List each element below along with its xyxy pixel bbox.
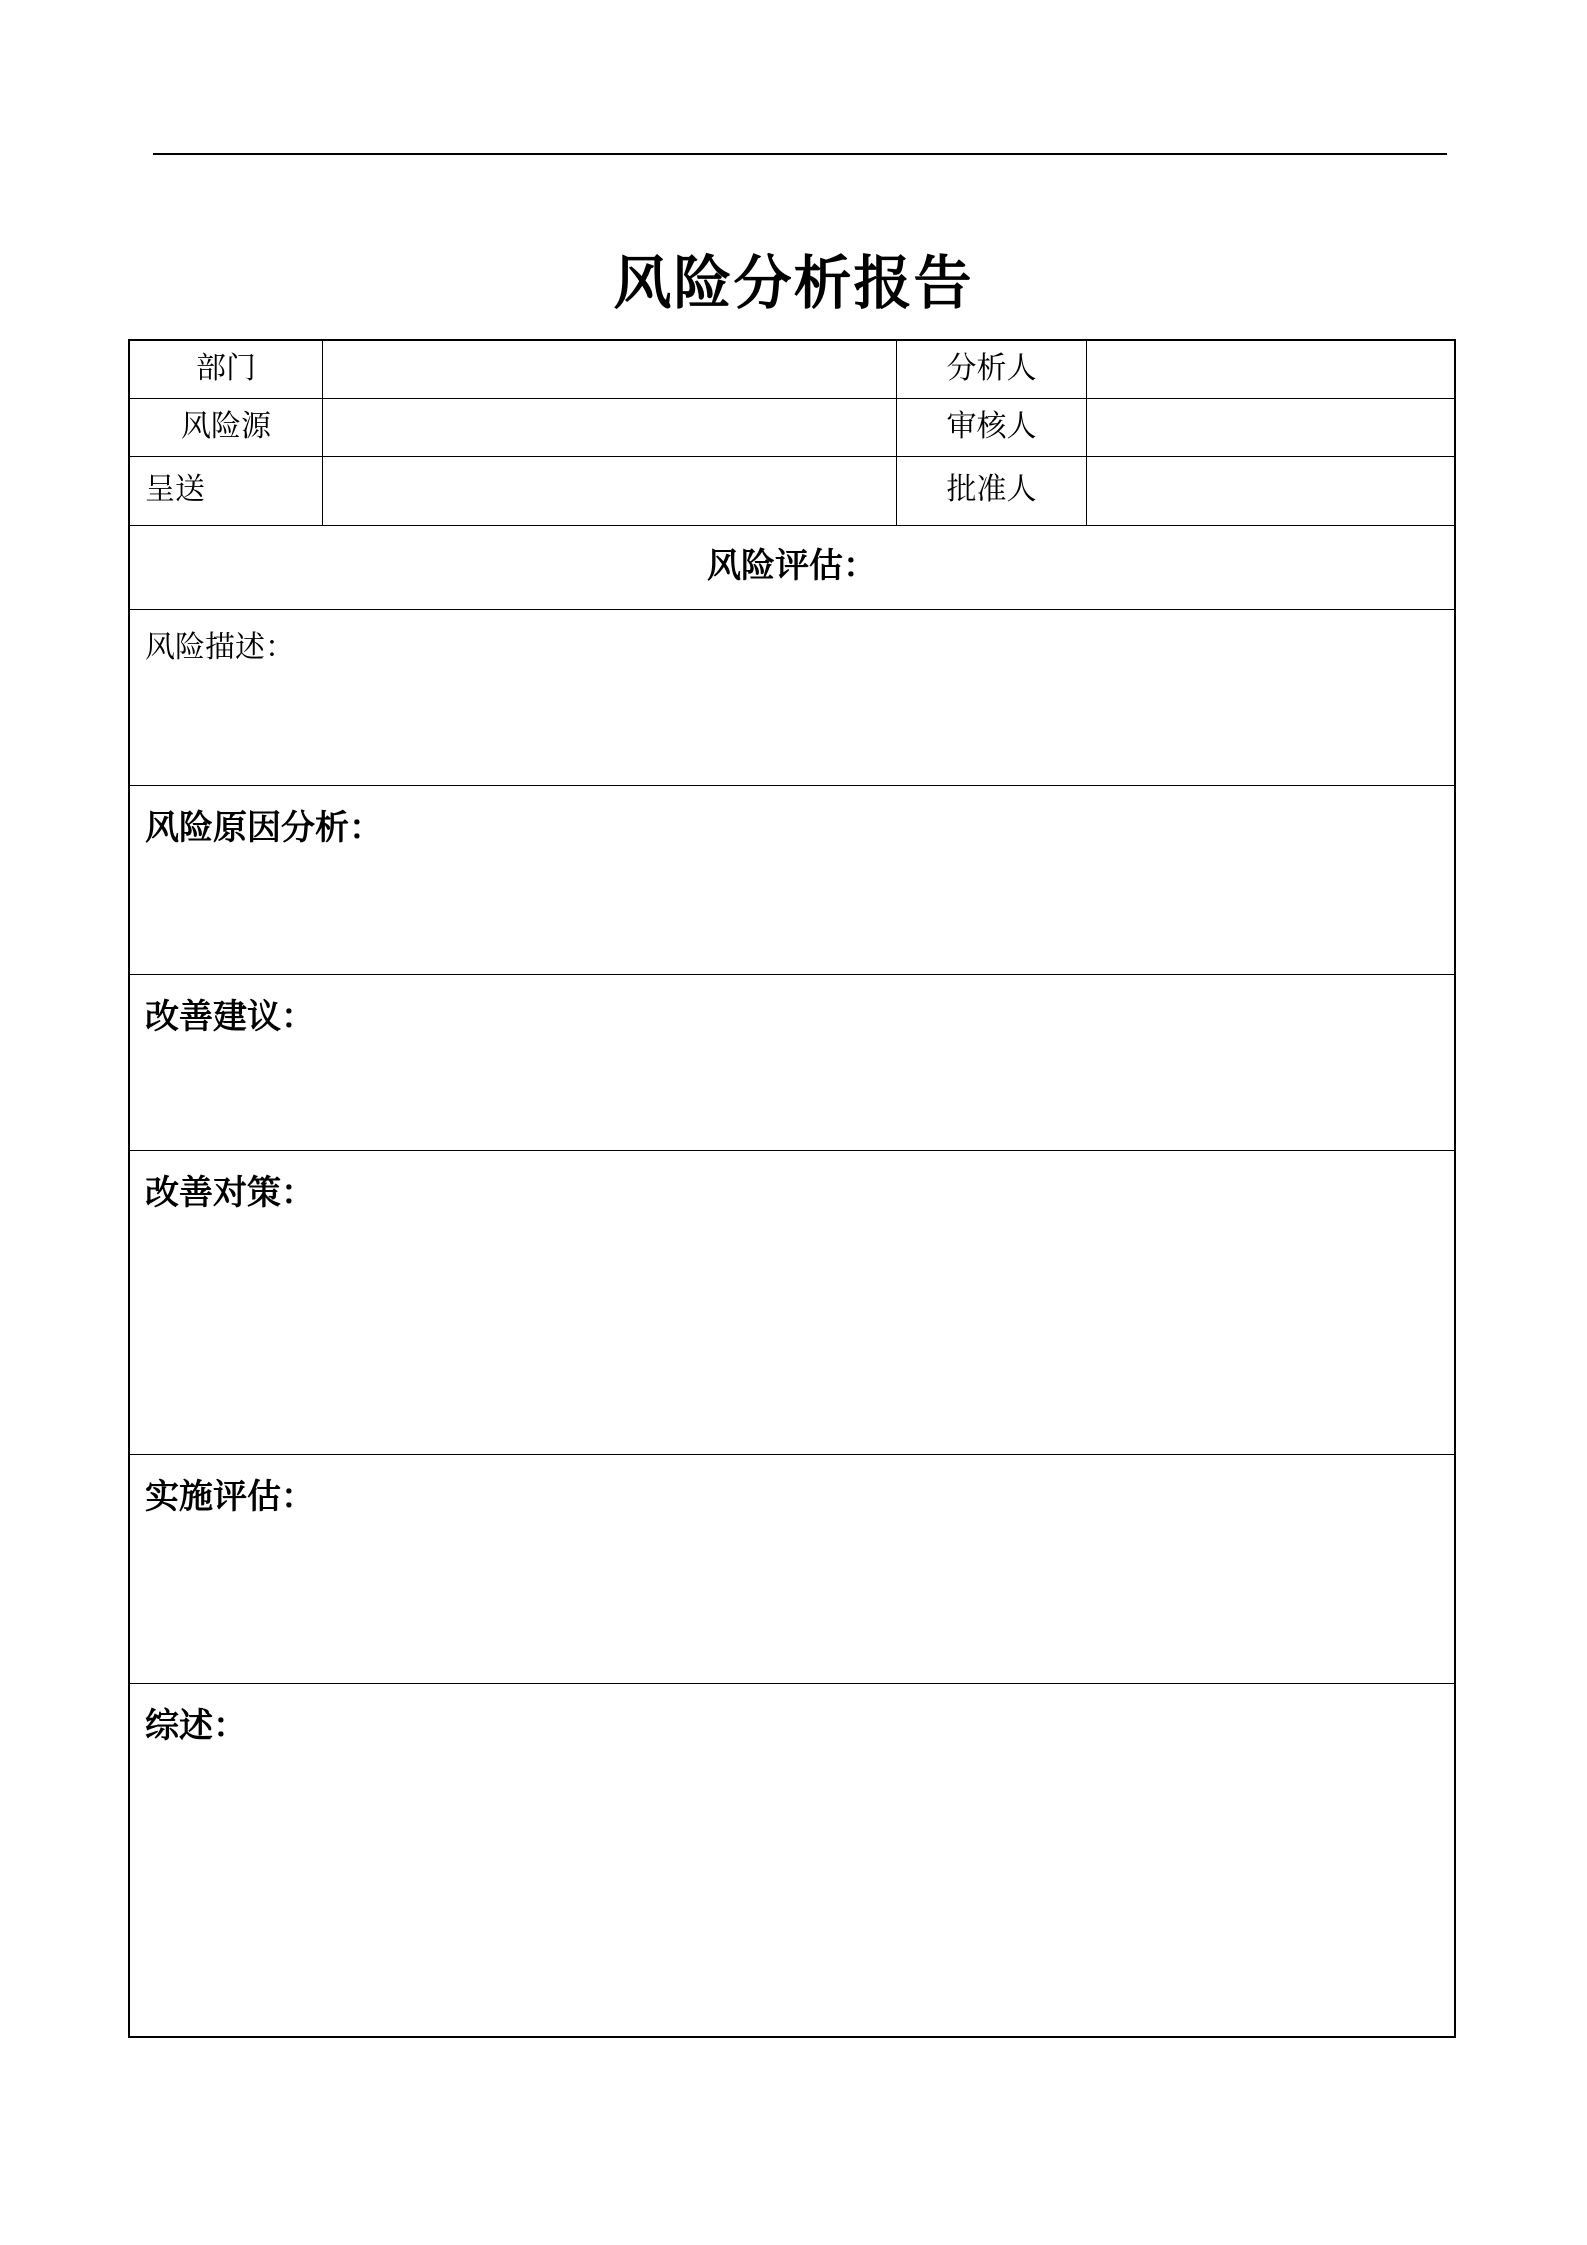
implementation-evaluation-section[interactable] bbox=[130, 1455, 1454, 1684]
risk-source-field[interactable] bbox=[323, 399, 897, 457]
reviewer-field[interactable] bbox=[1087, 399, 1454, 457]
improvement-measures-section[interactable] bbox=[130, 1151, 1454, 1455]
header-rule bbox=[153, 153, 1447, 155]
reviewer-label: 审核人 bbox=[946, 409, 1037, 444]
label-cell-reviewer bbox=[897, 399, 1087, 457]
risk-source-label: 风险源 bbox=[181, 409, 271, 444]
risk-analysis-form bbox=[128, 339, 1456, 2038]
summary-section[interactable] bbox=[130, 1684, 1454, 2036]
improvement-suggestions-section[interactable] bbox=[130, 975, 1454, 1151]
department-label: 部门 bbox=[196, 351, 256, 386]
assessment-heading: 风险评估： bbox=[707, 546, 877, 586]
risk-description-section[interactable] bbox=[130, 610, 1454, 786]
analyst-field[interactable] bbox=[1087, 341, 1454, 399]
implementation-evaluation-label: 实施评估： bbox=[145, 1477, 315, 1517]
submit-to-label: 呈送 bbox=[145, 472, 205, 507]
approver-field[interactable] bbox=[1087, 457, 1454, 526]
label-cell-department bbox=[130, 341, 323, 399]
approver-label: 批准人 bbox=[946, 472, 1037, 507]
analyst-label: 分析人 bbox=[946, 351, 1037, 386]
department-field[interactable] bbox=[323, 341, 897, 399]
label-cell-risk-source bbox=[130, 399, 323, 457]
label-cell-analyst bbox=[897, 341, 1087, 399]
cause-analysis-label: 风险原因分析： bbox=[145, 808, 383, 848]
cause-analysis-section[interactable] bbox=[130, 786, 1454, 975]
document-title: 风险分析报告 bbox=[613, 249, 974, 317]
improvement-suggestions-label: 改善建议： bbox=[145, 997, 315, 1037]
improvement-measures-label: 改善对策： bbox=[145, 1173, 315, 1213]
label-cell-approver bbox=[897, 457, 1087, 526]
assessment-heading-row bbox=[130, 526, 1454, 610]
label-cell-submit-to bbox=[130, 457, 323, 526]
risk-description-label: 风险描述： bbox=[145, 630, 295, 665]
summary-label: 综述： bbox=[145, 1706, 247, 1746]
submit-to-field[interactable] bbox=[323, 457, 897, 526]
